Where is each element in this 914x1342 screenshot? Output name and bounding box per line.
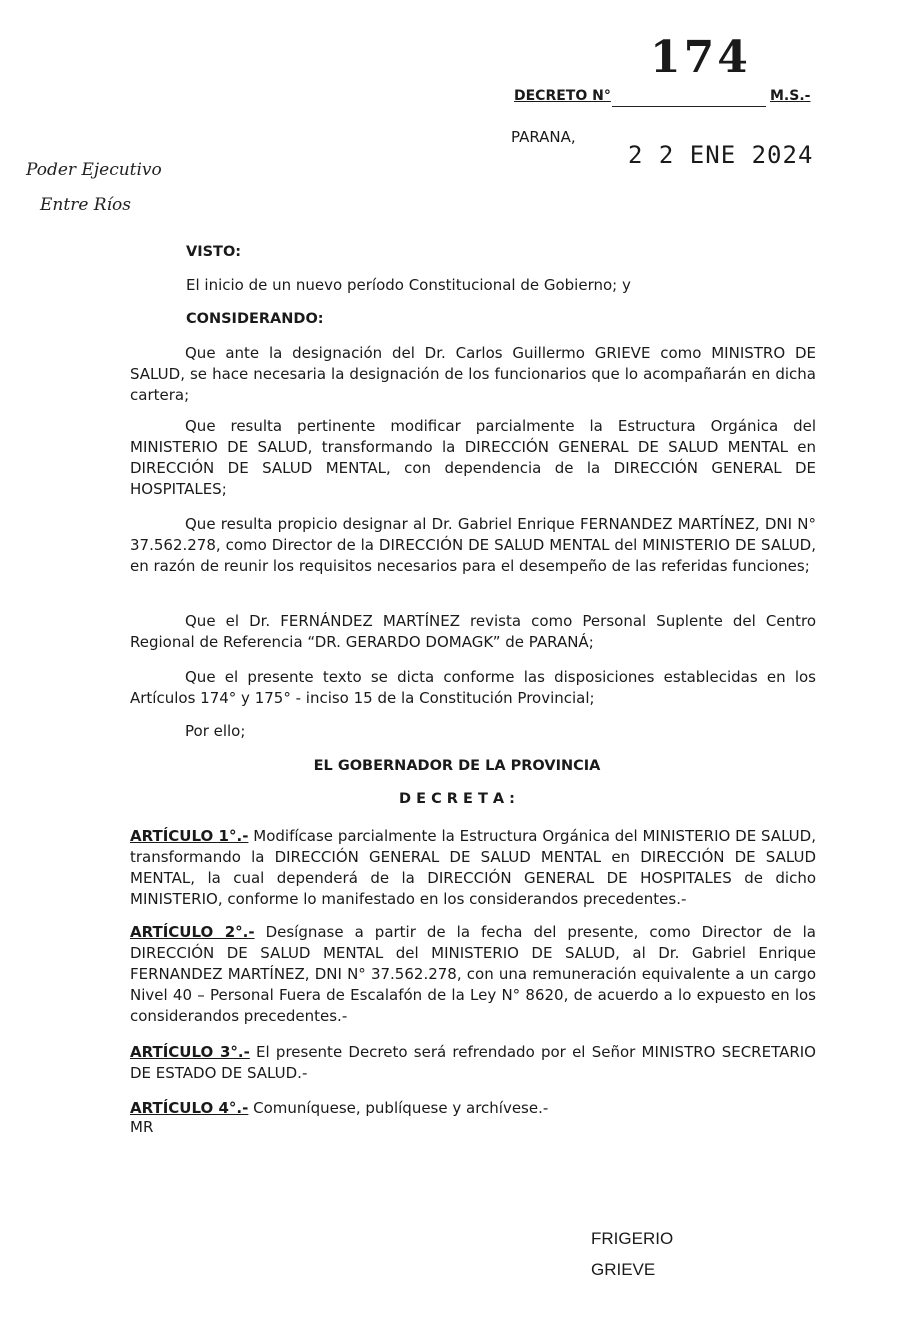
seal-line-2: Entre Ríos — [40, 195, 131, 215]
ministry-code: M.S.- — [770, 88, 811, 104]
initials: MR — [130, 1118, 154, 1136]
por-ello: Por ello; — [185, 722, 246, 740]
article-text: El presente Decreto será refrendado por el Señor MINISTRO SECRETARIO DE ESTADO DE SALUD.- — [130, 1043, 816, 1082]
decreto-number: 174 — [650, 32, 751, 83]
article-4 — [130, 1098, 816, 1119]
considerando-paragraph: Que resulta pertinente modificar parcialmente la Estructura Orgánica del MINISTERIO DE SALUD, transformando la DIRECCIÓN GENERAL DE SALUD MENTAL en DIRECCIÓN DE SALUD MENTAL, con dependencia de la DIRECCIÓN GENERAL DE HOSPITALES; — [130, 417, 816, 498]
decreto-label: DECRETO N° — [514, 88, 611, 104]
article-label: ARTÍCULO 2°.- — [130, 923, 255, 941]
decreta-heading: D E C R E T A : — [399, 791, 515, 807]
article-label: ARTÍCULO 1°.- — [130, 827, 249, 845]
considerando-paragraph: Que el presente texto se dicta conforme las disposiciones establecidas en los Artículos 174° y 175° - inciso 15 de la Constitución Provincial; — [130, 668, 816, 707]
authority-heading: EL GOBERNADOR DE LA PROVINCIA — [313, 758, 601, 774]
signature-minister: GRIEVE — [591, 1260, 656, 1279]
article-label: ARTÍCULO 4°.- — [130, 1099, 249, 1117]
article-1 — [130, 826, 816, 910]
article-text: Comuníquese, publíquese y archívese.- — [248, 1099, 549, 1117]
article-label: ARTÍCULO 3°.- — [130, 1043, 250, 1061]
seal-line-1: Poder Ejecutivo — [26, 160, 162, 180]
visto-heading: VISTO: — [186, 244, 242, 260]
article-2 — [130, 922, 816, 1027]
visto-text: El inicio de un nuevo período Constitucional de Gobierno; y — [186, 276, 631, 294]
article-text: Desígnase a partir de la fecha del presente, como Director de la DIRECCIÓN DE SALUD MENTAL del MINISTERIO DE SALUD, al Dr. Gabriel Enrique FERNANDEZ MARTÍNEZ, DNI N° 37.562.278, con una remuneración equivalente a un cargo Nivel 40 – Personal Fuera de Escalafón de la Ley N° 8620, de acuerdo a lo expuesto en los considerandos precedentes.- — [130, 923, 816, 1025]
considerando-paragraph: Que el Dr. FERNÁNDEZ MARTÍNEZ revista como Personal Suplente del Centro Regional de Referencia “DR. GERARDO DOMAGK” de PARANÁ; — [130, 612, 816, 651]
considerando-paragraph: Que resulta propicio designar al Dr. Gabriel Enrique FERNANDEZ MARTÍNEZ, DNI N° 37.562.278, como Director de la DIRECCIÓN DE SALUD MENTAL del MINISTERIO DE SALUD, en razón de reunir los requisitos necesarios para el desempeño de las referidas funciones; — [130, 515, 816, 575]
article-text: Modifícase parcialmente la Estructura Orgánica del MINISTERIO DE SALUD, transformando la DIRECCIÓN GENERAL DE SALUD MENTAL en DIRECCIÓN DE SALUD MENTAL, la cual dependerá de la DIRECCIÓN GENERAL DE HOSPITALES de dicho MINISTERIO, conforme lo manifestado en los considerandos precedentes.- — [130, 827, 816, 908]
decreto-number-line — [612, 106, 766, 107]
signature-governor: FRIGERIO — [591, 1229, 674, 1248]
considerando-paragraph: Que ante la designación del Dr. Carlos Guillermo GRIEVE como MINISTRO DE SALUD, se hace necesaria la designación de los funcionarios que lo acompañarán en dicha cartera; — [130, 344, 816, 404]
considerando-heading: CONSIDERANDO: — [186, 311, 324, 327]
place-label: PARANA, — [511, 128, 576, 146]
article-3 — [130, 1042, 816, 1084]
date-stamp: 2 2 ENE 2024 — [628, 141, 814, 169]
